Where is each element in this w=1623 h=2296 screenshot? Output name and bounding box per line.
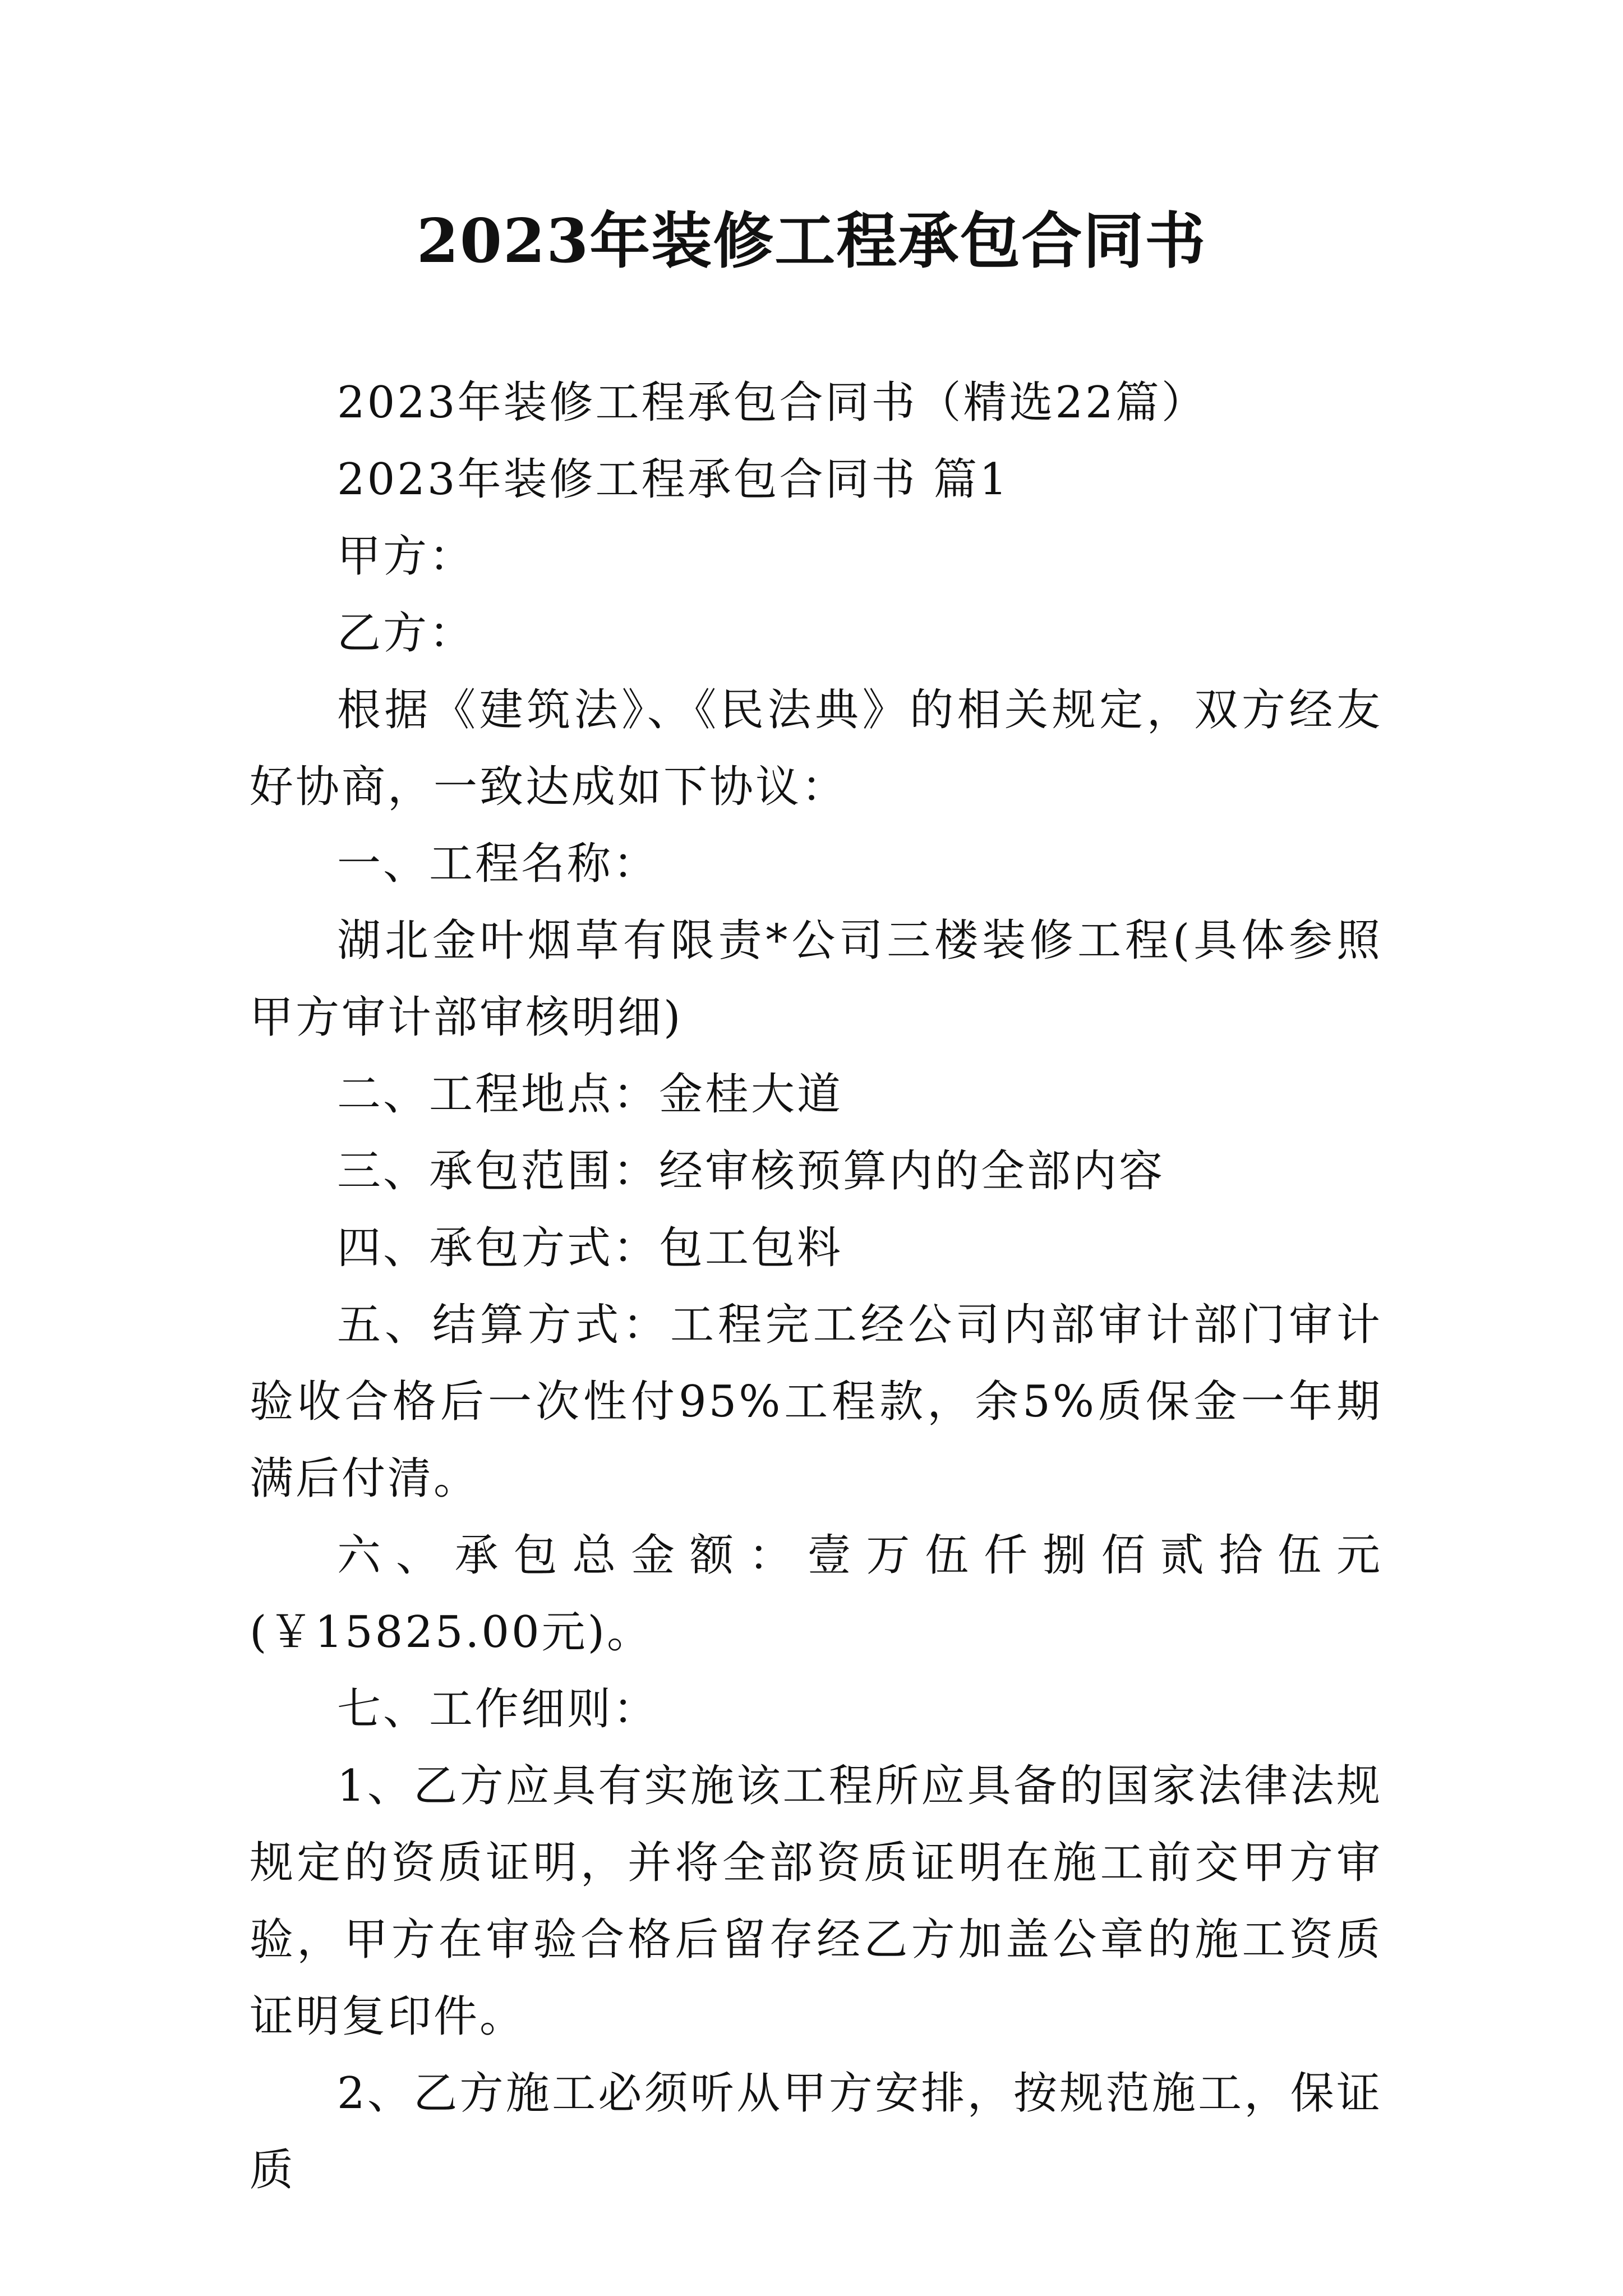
clause-paragraph: 六、承包总金额：壹万伍仟捌佰贰拾伍元(￥15825.00元)。 [250,1530,1382,1658]
clause-paragraph: 二、工程地点：金桂大道 [337,1069,843,1120]
party-a-paragraph: 甲方： [337,531,476,582]
clause-paragraph: 五、结算方式：工程完工经公司内部审计部门审计验收合格后一次性付95%工程款，余5%质保金一年期满后付清。 [250,1300,1382,1504]
clause-paragraph: 一、工程名称： [337,839,660,889]
subtitle-paragraph: 2023年装修工程承包合同书（精选22篇） [337,378,1207,428]
clause-paragraph: 四、承包方式：包工包料 [337,1223,843,1273]
document-body [250,365,1382,2209]
clause-paragraph: 2、乙方施工必须听从甲方安排，按规范施工，保证质 [250,2068,1382,2196]
party-b-paragraph: 乙方： [337,608,476,659]
clause-paragraph: 七、工作细则： [337,1684,660,1734]
section-heading-paragraph: 2023年装修工程承包合同书 篇1 [337,454,1009,505]
clause-paragraph: 湖北金叶烟草有限责*公司三楼装修工程(具体参照甲方审计部审核明细) [250,915,1382,1043]
preamble-paragraph: 根据《建筑法》、《民法典》的相关规定，双方经友好协商，一致达成如下协议： [250,685,1382,812]
clause-paragraph: 1、乙方应具有实施该工程所应具备的国家法律法规规定的资质证明，并将全部资质证明在施工前交甲方审验，甲方在审验合格后留存经乙方加盖公章的施工资质证明复印件。 [250,1761,1382,2042]
clause-paragraph: 三、承包范围：经审核预算内的全部内容 [337,1146,1165,1197]
document-title: 2023年装修工程承包合同书 [416,206,1207,277]
